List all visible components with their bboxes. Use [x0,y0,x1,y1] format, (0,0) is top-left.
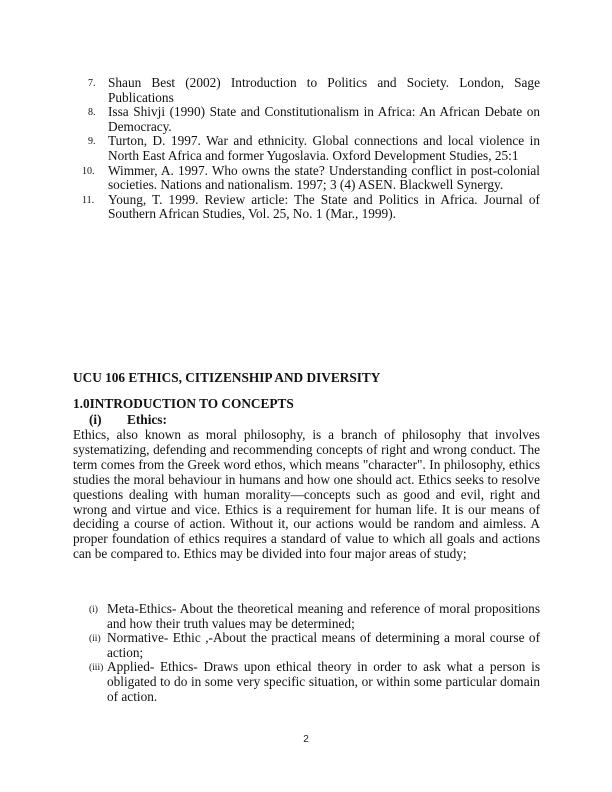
ethics-area-item [89,631,540,660]
ethics-area-item [89,660,540,704]
reference-number: 7. [88,78,96,89]
reference-number: 11. [82,194,95,206]
area-numeral: (iii) [89,663,104,674]
subsection-heading [89,412,167,428]
area-numeral: (i) [89,605,98,615]
reference-text: Shaun Best (2002) Introduction to Politics and Society. London, Sage Publications [108,75,540,105]
reference-text: Young, T. 1999. Review article: The State and Politics in Africa. Journal of Southern African Studies, Vol. 25, No. 1 (Mar., 1999). [108,191,540,222]
reference-item [88,105,540,134]
reference-item [88,76,540,105]
reference-text: Issa Shivji (1990) State and Constitutionalism in Africa: An African Debate on Democracy. [108,104,540,134]
ethics-paragraph: Ethics, also known as moral philosophy, is a branch of philosophy that involves systematizing, defending and recommending concepts of right and wrong conduct. The term comes from the Greek word ethos, which means "character". In philosophy, ethics studies the moral behaviour in humans and how one should act. Ethics seeks to resolve questions dealing with human morality—concepts such as good and evil, right and wrong and virtue and vice. Ethics is a requirement for human life. It is our means of deciding a course of action. Without it, our actions would be random and aimless. A proper foundation of ethics requires a standard of value to which all goals and actions can be compared to. Ethics may be divided into four major areas of study; [73,427,540,562]
reference-item [88,134,540,163]
reference-number: 10. [82,165,95,177]
area-numeral: (ii) [89,634,101,645]
page-number: 2 [303,734,309,745]
reference-text: Wimmer, A. 1997. Who owns the state? Understanding conflict in post-colonial societies. Nations and nationalism. 1997; 3 (4) ASEN. Blackwell Synergy. [108,162,540,193]
area-text: Applied- Ethics- Draws upon ethical theory in order to ask what a person is obligated to do in some very specific situation, or within some particular domain of action. [107,659,540,704]
course-heading: UCU 106 ETHICS, CITIZENSHIP AND DIVERSITY [73,370,381,385]
subsection-title: Ethics: [127,412,167,427]
reference-text: Turton, D. 1997. War and ethnicity. Global connections and local violence in North East Africa and former Yugoslavia. Oxford Development Studies, 25:1 [108,133,540,163]
reference-item [82,162,540,193]
reference-item [82,191,540,222]
subsection-numeral: (i) [89,412,102,427]
reference-number: 8. [88,107,96,119]
reference-number: 9. [88,136,96,148]
reference-list [82,75,540,222]
ethics-area-item [89,602,540,631]
area-text: Normative- Ethic ,-About the practical means of determining a moral course of action; [107,630,540,660]
area-text: Meta-Ethics- About the theoretical meaning and reference of moral propositions and how their truth values may be determined; [107,601,540,631]
ethics-areas-list [89,602,540,704]
section-heading: 1.0INTRODUCTION TO CONCEPTS [73,396,294,411]
